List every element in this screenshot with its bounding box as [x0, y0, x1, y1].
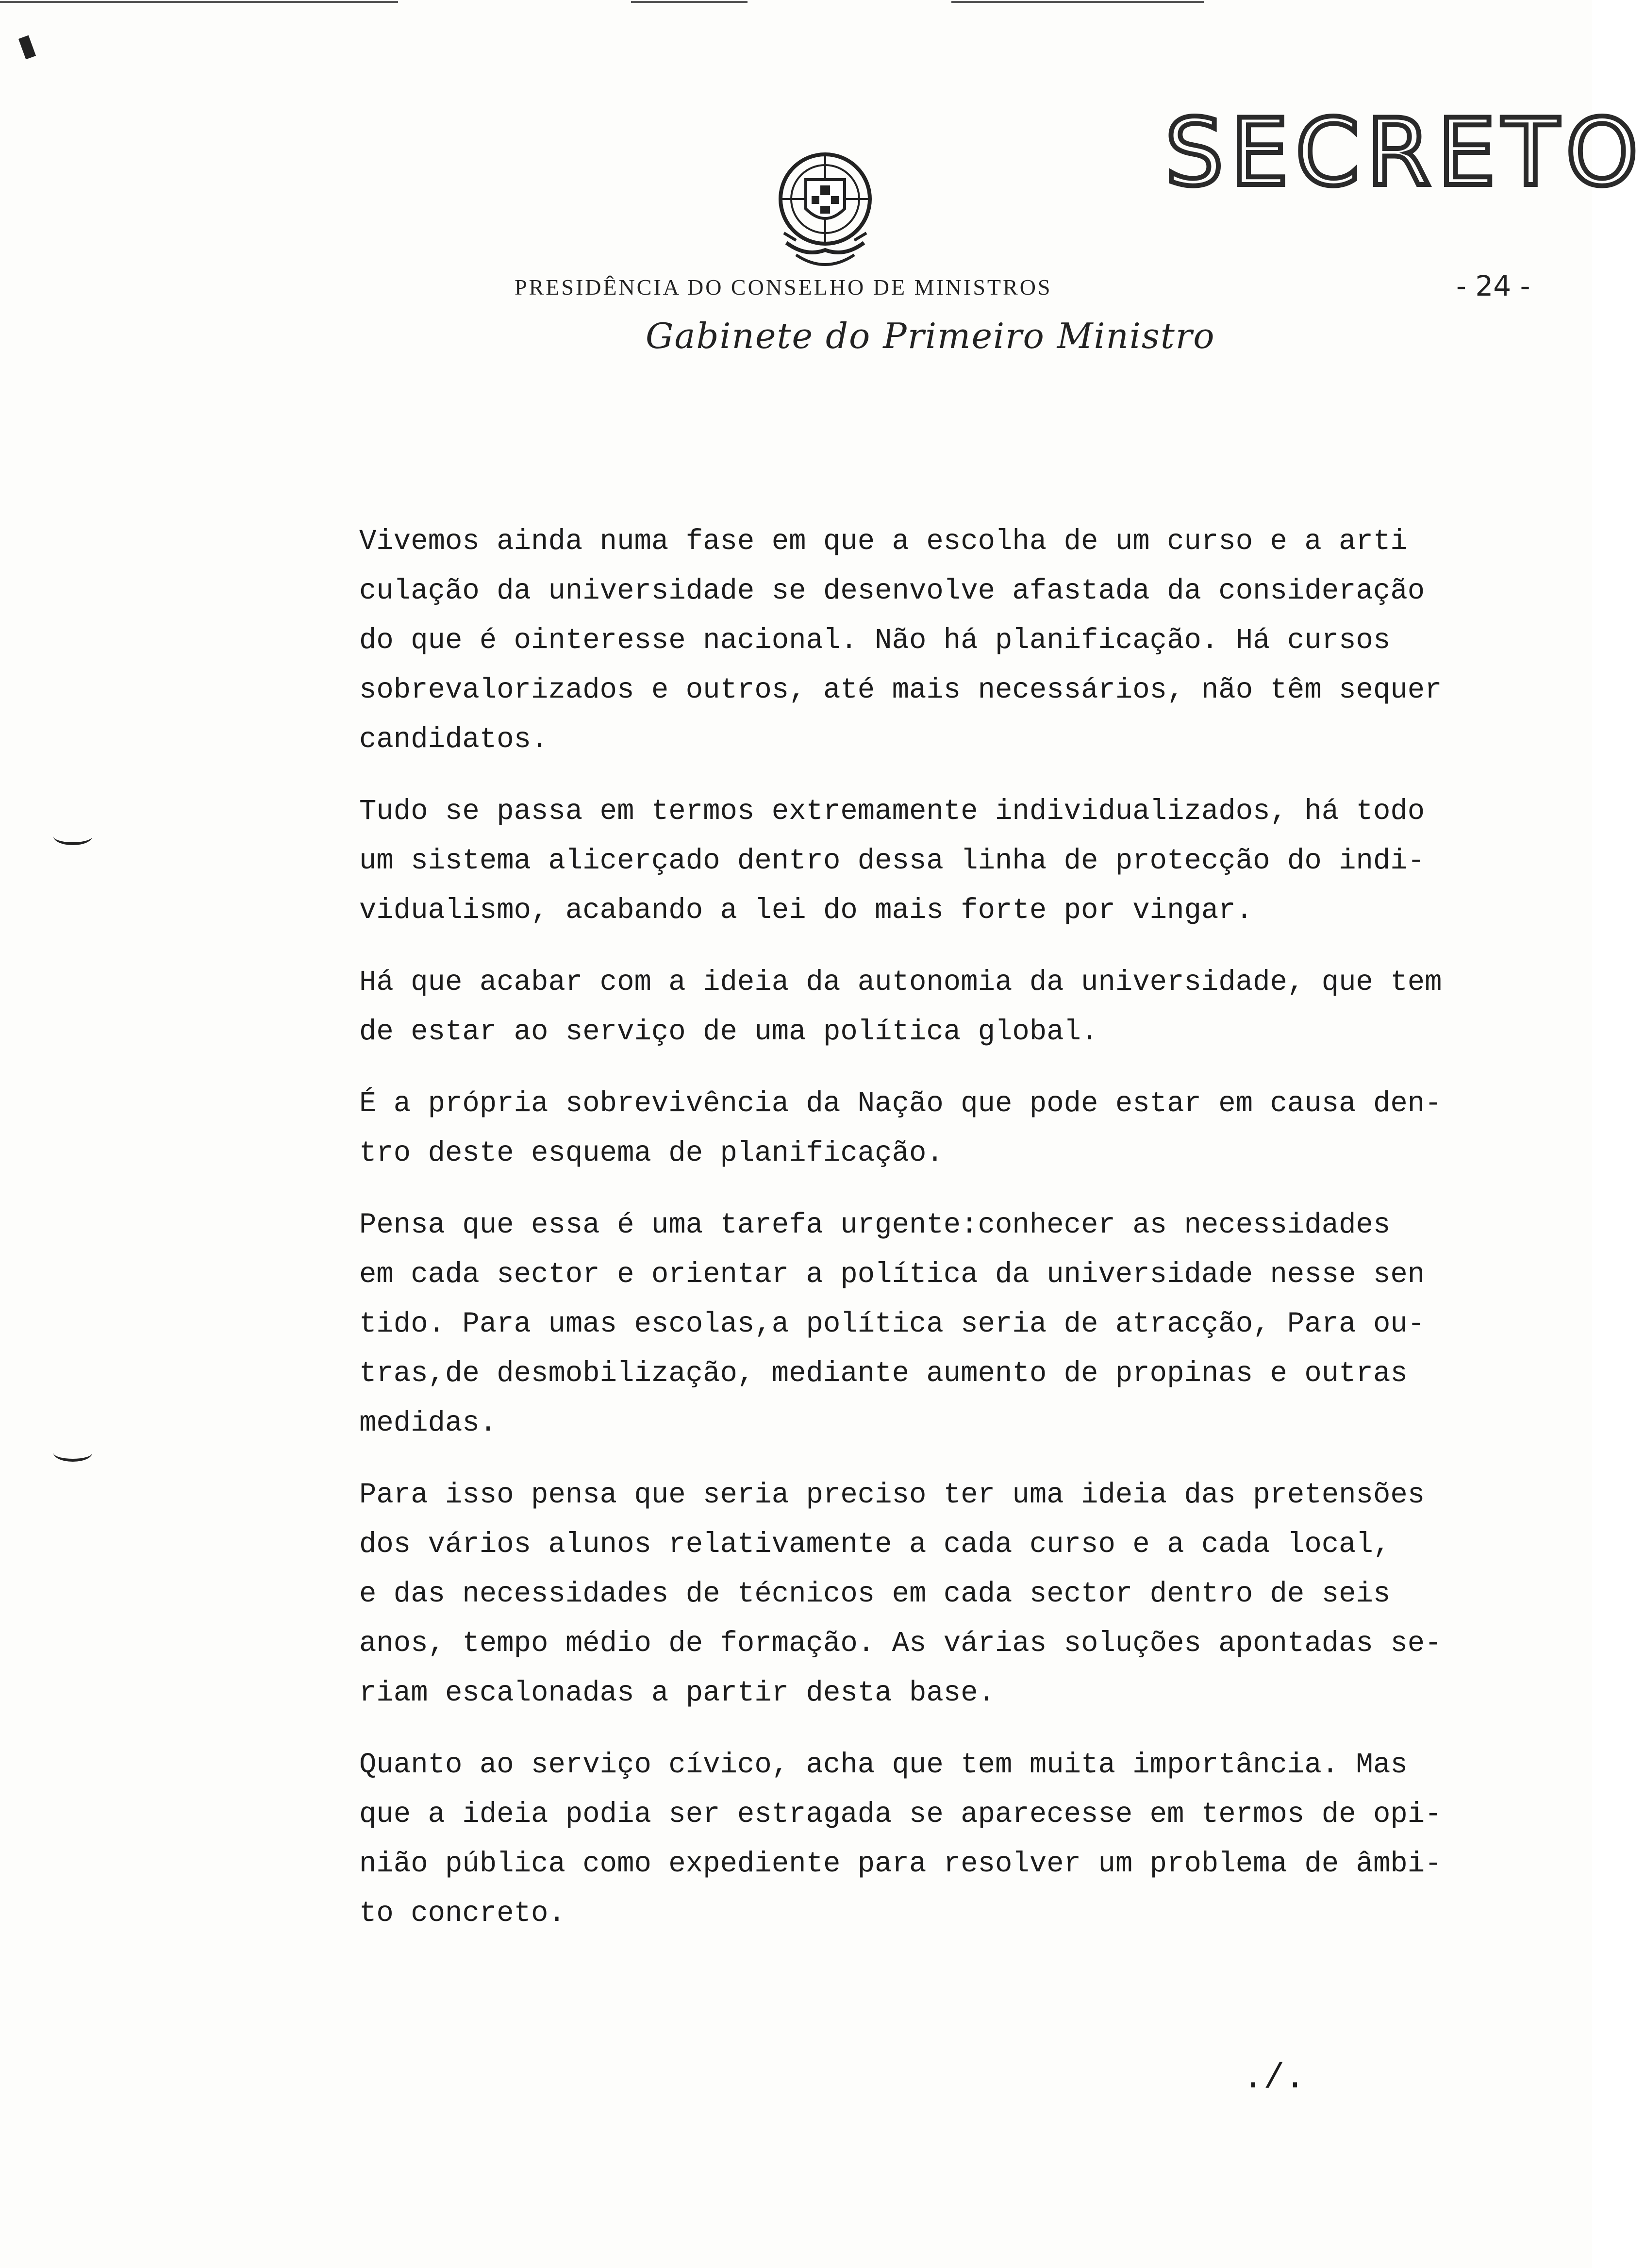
text-line: dos vários alunos relativamente a cada curso e a cada local,	[359, 1528, 1391, 1561]
scan-top-rule	[0, 0, 1592, 4]
text-line: culação da universidade se desenvolve afastada da consideração	[359, 575, 1425, 607]
text-line: Para isso pensa que seria preciso ter uma ideia das pretensões	[359, 1479, 1425, 1511]
cabinet-subheading: Gabinete do Primeiro Ministro	[646, 316, 1215, 356]
text-line: tro deste esquema de planificação.	[359, 1137, 944, 1169]
text-line: Vivemos ainda numa fase em que a escolha de um curso e a arti	[359, 525, 1408, 558]
text-line: nião pública como expediente para resolver um problema de âmbi-	[359, 1848, 1442, 1880]
text-line: É a própria sobrevivência da Nação que pode estar em causa den-	[359, 1087, 1442, 1120]
text-line: de estar ao serviço de uma política global.	[359, 1016, 1098, 1048]
page-number: - 24 -	[1456, 269, 1530, 302]
paragraph	[359, 1201, 1524, 1448]
text-line: que a ideia podia ser estragada se aparecesse em termos de opi-	[359, 1798, 1442, 1831]
classification-text: SECRETO	[1165, 99, 1645, 206]
paragraph	[359, 1079, 1524, 1178]
text-line: sobrevalorizados e outros, até mais necessários, não têm sequer	[359, 674, 1442, 706]
coat-of-arms-icon	[767, 146, 883, 277]
text-line: tras,de desmobilização, mediante aumento de propinas e outras	[359, 1357, 1408, 1390]
scan-mark	[53, 1444, 92, 1462]
paragraph	[359, 517, 1524, 765]
body-text	[359, 517, 1524, 1961]
text-line: Há que acabar com a ideia da autonomia da universidade, que tem	[359, 966, 1442, 999]
text-line: em cada sector e orientar a política da universidade nesse sen	[359, 1258, 1425, 1291]
text-line: medidas.	[359, 1407, 497, 1439]
paragraph	[359, 1470, 1524, 1718]
text-line: do que é ointeresse nacional. Não há planificação. Há cursos	[359, 624, 1391, 657]
text-line: tido. Para umas escolas,a política seria de atracção, Para ou-	[359, 1308, 1425, 1340]
text-line: Tudo se passa em termos extremamente individualizados, há todo	[359, 795, 1425, 828]
scan-speck	[18, 35, 36, 60]
text-line: anos, tempo médio de formação. As várias soluções apontadas se-	[359, 1627, 1442, 1660]
text-line: riam escalonadas a partir desta base.	[359, 1677, 996, 1709]
continuation-mark: ./.	[1243, 2058, 1306, 2098]
text-line: Pensa que essa é uma tarefa urgente:conhecer as necessidades	[359, 1209, 1391, 1241]
text-line: to concreto.	[359, 1897, 565, 1930]
institution-heading: PRESIDÊNCIA DO CONSELHO DE MINISTROS	[515, 275, 1052, 300]
paragraph	[359, 1740, 1524, 1938]
text-line: Quanto ao serviço cívico, acha que tem muita importância. Mas	[359, 1749, 1408, 1781]
paragraph	[359, 958, 1524, 1057]
text-line: um sistema alicerçado dentro dessa linha de protecção do indi-	[359, 845, 1425, 877]
text-line: e das necessidades de técnicos em cada sector dentro de seis	[359, 1578, 1391, 1610]
scan-mark	[53, 828, 92, 845]
paragraph	[359, 787, 1524, 935]
text-line: candidatos.	[359, 723, 548, 756]
text-line: vidualismo, acabando a lei do mais forte por vingar.	[359, 894, 1253, 927]
